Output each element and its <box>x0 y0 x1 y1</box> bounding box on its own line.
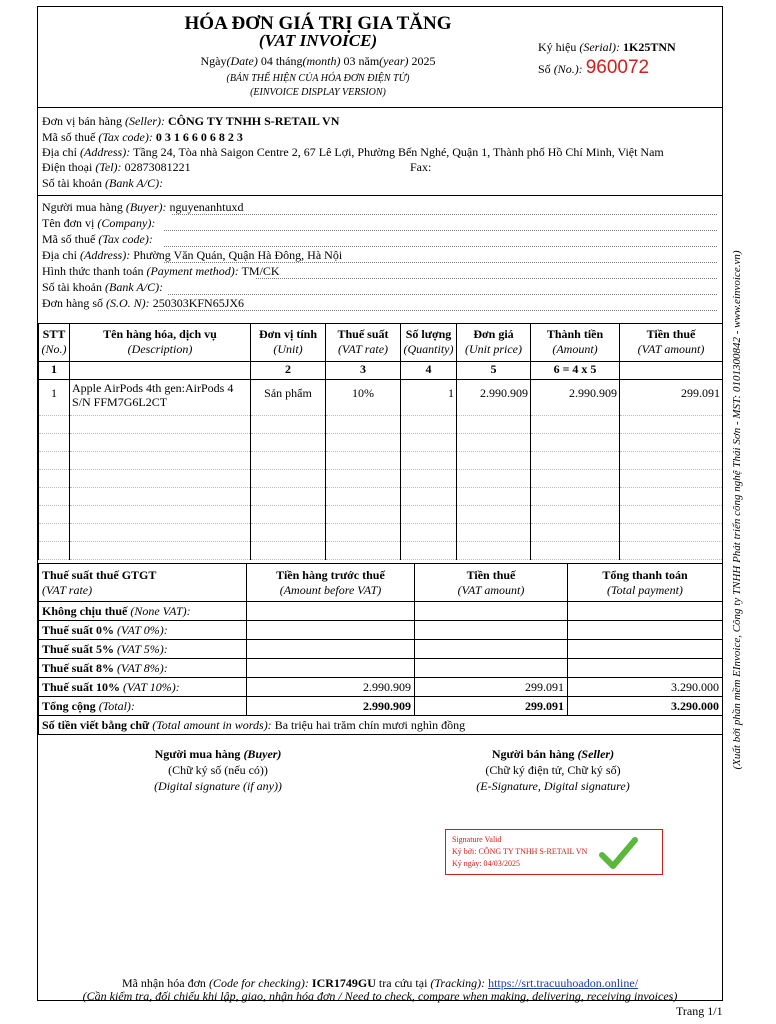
item-vat-rate: 10% <box>326 380 401 416</box>
column-header: Đơn vị tính (Unit) <box>251 324 326 362</box>
seller-bank-row: Số tài khoản (Bank A/C): <box>42 176 164 190</box>
column-header: Tên hàng hóa, dịch vụ (Description) <box>70 324 251 362</box>
dotted-line <box>164 230 717 231</box>
seller-signature-block: Người bán hàng (Seller) (Chữ ký điện tử, Chữ ký số) (E-Signature, Digital signature) <box>476 747 630 793</box>
total-vat: 299.091 <box>415 697 568 716</box>
items-header <box>39 324 723 362</box>
invoice-subtitle: (VAT INVOICE) <box>258 31 378 50</box>
summary-header <box>39 564 723 602</box>
seller-name-row: Đơn vị bán hàng (Seller): CÔNG TY TNHH S-RETAIL VN <box>42 114 340 128</box>
invoice-title: HÓA ĐƠN GIÁ TRỊ GIA TĂNG <box>184 13 452 34</box>
column-header: Thuế suất (VAT rate) <box>326 324 401 362</box>
column-header: STT (No.) <box>39 324 70 362</box>
seller-tax-row: Mã số thuế (Tax code): 0 3 1 6 6 0 6 8 2 3 <box>42 130 243 144</box>
table-row-empty <box>39 452 723 470</box>
column-number-row <box>39 362 723 380</box>
item-quantity: 1 <box>401 380 457 416</box>
vat10-vat: 299.091 <box>415 678 568 697</box>
seller-fax-label: Fax: <box>410 160 432 174</box>
display-version-en: (EINVOICE DISPLAY VERSION) <box>250 87 386 98</box>
invoice-date: Ngày(Date) 04 tháng(month) 03 năm(year) 2025 <box>200 54 436 68</box>
summary-table <box>38 563 723 735</box>
column-number: 1 <box>39 362 70 380</box>
table-row <box>39 380 723 416</box>
item-vat-amount: 299.091 <box>620 380 723 416</box>
divider <box>38 195 722 196</box>
dotted-line <box>256 278 717 279</box>
item-unit: Sản phẩm <box>251 380 326 416</box>
item-no: 1 <box>39 380 70 416</box>
checkmark-icon <box>598 833 638 873</box>
column-header: Đơn giá (Unit price) <box>457 324 531 362</box>
item-unit-price: 2.990.909 <box>457 380 531 416</box>
buyer-signature-block: Người mua hàng (Buyer) (Chữ ký số (nếu có)) (Digital signature (if any)) <box>154 747 282 793</box>
amount-in-words: Ba triệu hai trăm chín mươi nghìn đồng <box>274 717 466 732</box>
column-number <box>620 362 723 380</box>
summary-total-row: Tổng cộng (Total): 2.990.909 299.091 3.290.000 <box>39 697 723 716</box>
column-number: 3 <box>326 362 401 380</box>
items-table <box>38 323 723 560</box>
table-row-empty <box>39 542 723 560</box>
column-header: Số lượng (Quantity) <box>401 324 457 362</box>
item-description: Apple AirPods 4th gen:AirPods 4 S/N FFM7G6L2CT <box>70 380 251 416</box>
table-row-empty <box>39 524 723 542</box>
seller-tel-row: Điện thoại (Tel): 02873081221 <box>42 160 191 174</box>
divider <box>38 107 722 108</box>
buyer-tax-row: Mã số thuế (Tax code): <box>42 232 153 246</box>
vat10-total: 3.290.000 <box>568 678 723 697</box>
column-number: 5 <box>457 362 531 380</box>
amount-in-words-row: Số tiền viết bằng chữ (Total amount in words): Ba triệu hai trăm chín mươi nghìn đồng <box>39 716 723 735</box>
column-number: 6 = 4 x 5 <box>531 362 620 380</box>
item-amount: 2.990.909 <box>531 380 620 416</box>
buyer-company-row: Tên đơn vị (Company): <box>42 216 156 230</box>
column-header: Tiền thuế (VAT amount) <box>620 324 723 362</box>
check-note: (Cần kiểm tra, đối chiếu khi lập, giao, nhận hóa đơn / Need to check, compare when making, delivering, receiving invoices) <box>82 989 678 1003</box>
summary-row: Thuế suất 0% (VAT 0%): <box>39 621 723 640</box>
total-payment: 3.290.000 <box>568 697 723 716</box>
seller-address-row: Địa chỉ (Address): Tầng 24, Tòa nhà Saigon Centre 2, 67 Lê Lợi, Phường Bến Nghé, Quận 1, Thành phố Hồ Chí Minh, Việt Nam <box>42 145 664 159</box>
table-row-empty <box>39 506 723 524</box>
buyer-so-row: Đơn hàng số (S.O. N): 250303KFN65JX6 <box>42 296 245 310</box>
table-row-empty <box>39 488 723 506</box>
invoice-number: Số (No.): 960072 <box>538 57 650 78</box>
signature-valid-stamp: Signature Valid Ký bởi: CÔNG TY TNHH S-RETAIL VN Ký ngày: 04/03/2025 <box>445 829 663 875</box>
table-row-empty <box>39 470 723 488</box>
page-number: Trang 1/1 <box>676 1004 723 1018</box>
summary-row: Không chịu thuế (None VAT): <box>39 602 723 621</box>
invoice-serial: Ký hiệu (Serial): 1K25TNN <box>538 40 676 54</box>
buyer-bank-row: Số tài khoản (Bank A/C): <box>42 280 164 294</box>
column-number: 4 <box>401 362 457 380</box>
display-version-vn: (BẢN THỂ HIỆN CỦA HÓA ĐƠN ĐIỆN TỬ) <box>226 73 410 84</box>
vat10-before: 2.990.909 <box>247 678 415 697</box>
buyer-name-row: Người mua hàng (Buyer): nguyenanhtuxd <box>42 200 244 214</box>
summary-row: Thuế suất 5% (VAT 5%): <box>39 640 723 659</box>
summary-header-total: Tổng thanh toán (Total payment) <box>568 564 723 602</box>
summary-header-vat: Tiền thuế (VAT amount) <box>415 564 568 602</box>
column-number <box>70 362 251 380</box>
dotted-line <box>168 294 717 295</box>
tracking-line: Mã nhận hóa đơn (Code for checking): ICR1749GU tra cứu tại (Tracking): https://srt.tracuuhoadon.online/ <box>121 976 639 990</box>
tracking-link[interactable]: https://srt.tracuuhoadon.online/ <box>488 976 639 990</box>
table-row-empty <box>39 416 723 434</box>
column-number: 2 <box>251 362 326 380</box>
summary-row: Thuế suất 10% (VAT 10%): 2.990.909 299.091 3.290.000 <box>39 678 723 697</box>
summary-header-before: Tiền hàng trước thuế (Amount before VAT) <box>247 564 415 602</box>
column-header: Thành tiền (Amount) <box>531 324 620 362</box>
summary-header-rate: Thuế suất thuế GTGT (VAT rate) <box>39 564 247 602</box>
dotted-line <box>164 262 717 263</box>
total-before: 2.990.909 <box>247 697 415 716</box>
invoice-frame <box>37 6 723 1001</box>
buyer-address-row: Địa chỉ (Address): Phường Văn Quán, Quận Hà Đông, Hà Nội <box>42 248 343 262</box>
dotted-line <box>172 214 717 215</box>
summary-row: Thuế suất 8% (VAT 8%): <box>39 659 723 678</box>
dotted-line <box>158 310 717 311</box>
buyer-payment-row: Hình thức thanh toán (Payment method): TM/CK <box>42 264 280 278</box>
dotted-line <box>164 246 717 247</box>
vertical-software-note: (Xuất bởi phần mềm EInvoice, Công ty TNHH Phát triển công nghệ Thái Sơn - MST: 0101300842 - www.einvoice.vn) <box>731 250 743 770</box>
table-row-empty <box>39 434 723 452</box>
